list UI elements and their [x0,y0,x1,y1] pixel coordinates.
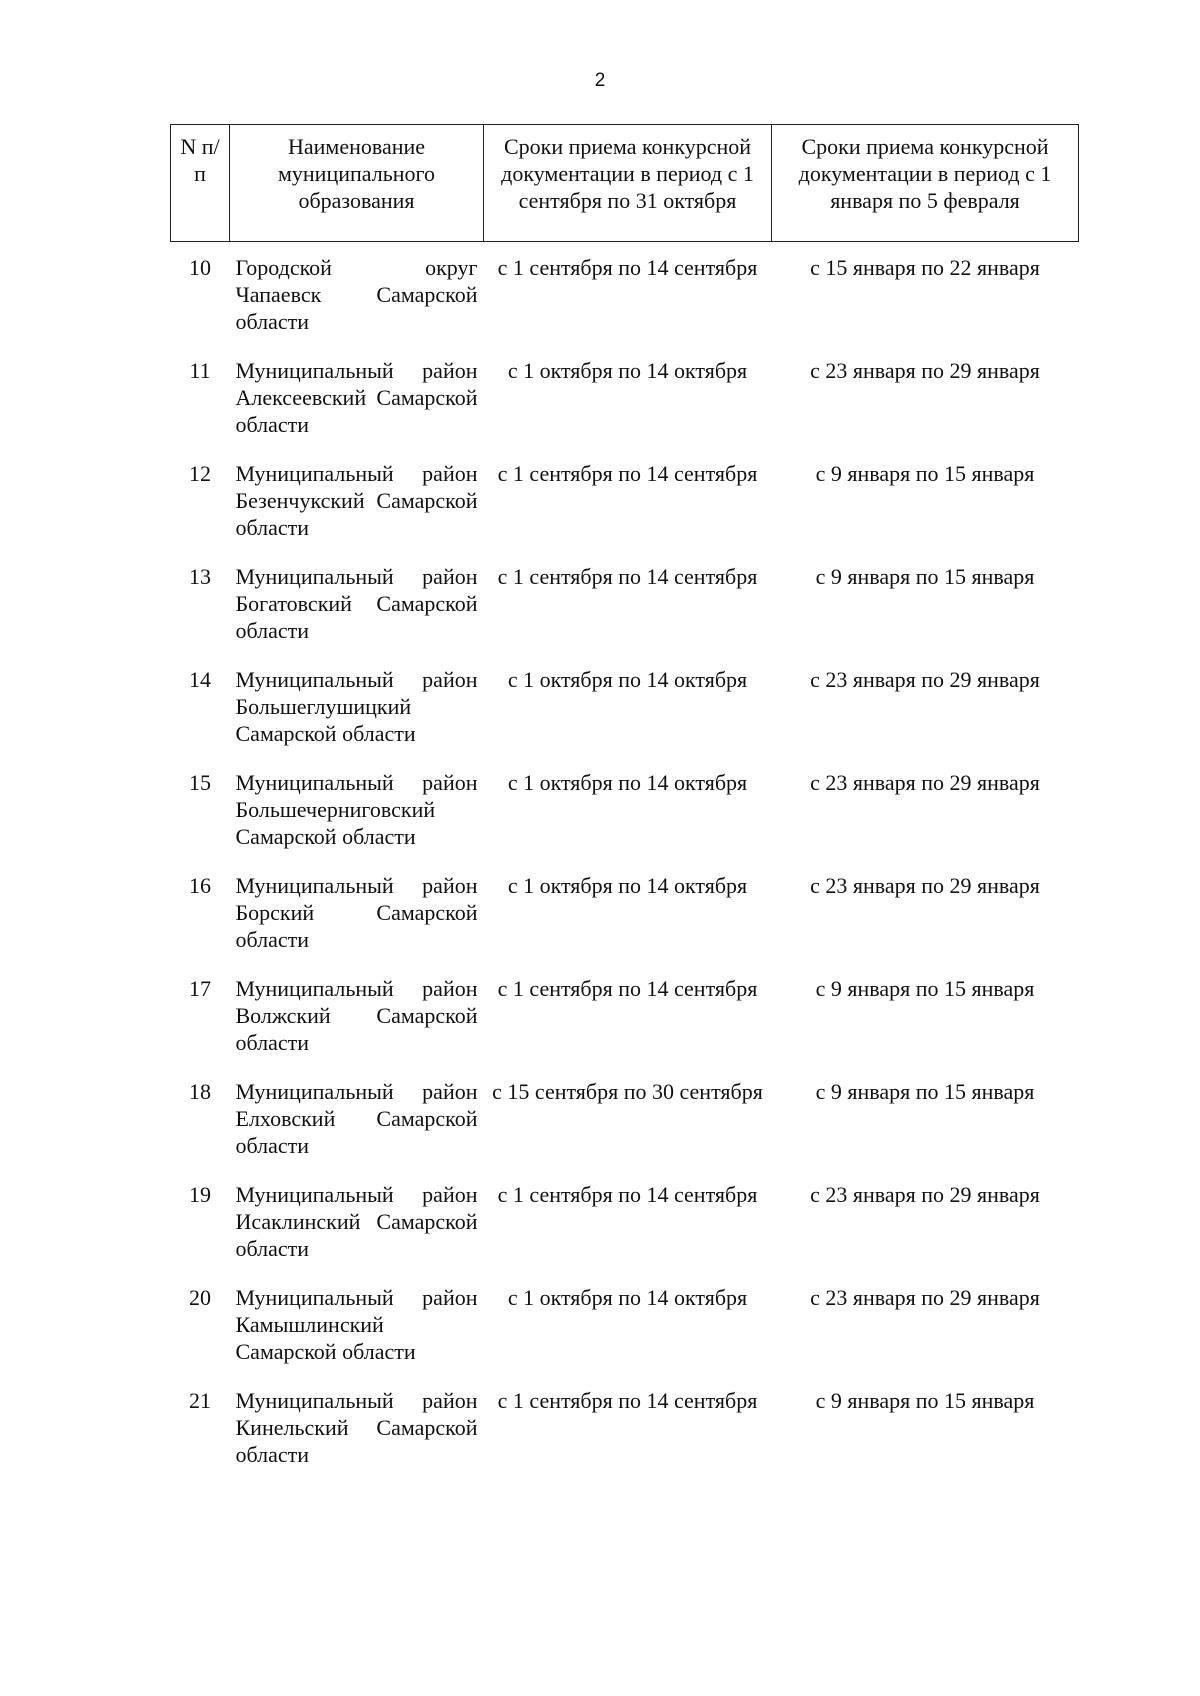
row-period2: с 9 января по 15 января [815,1078,1035,1104]
row-name: Муниципальный район Алексеевский Самарской области [235,357,478,437]
row-num: 14 [189,666,211,692]
row-period1: с 1 сентября по 14 сентября [497,1181,758,1207]
row-period2: с 9 января по 15 января [815,1387,1035,1413]
header-name: Наименование муниципального образования [230,125,484,242]
row-period1: с 1 октября по 14 октября [507,1284,748,1310]
row-period2: с 23 января по 29 января [810,1284,1040,1310]
row-num: 16 [189,872,211,898]
table-row [171,357,1079,460]
row-name: Муниципальный район Елховский Самарской области [235,1078,478,1158]
table-row [171,242,1079,357]
row-period2: с 9 января по 15 января [815,975,1035,1001]
row-period1: с 1 сентября по 14 сентября [497,460,758,486]
header-period2: Сроки приема конкурсной документации в период с 1 января по 5 февраля [772,125,1079,242]
header-num: N п/п [171,125,230,242]
table-row [171,1387,1079,1490]
row-name: Городской округ Чапаевск Самарской области [235,255,478,334]
table-row [171,460,1079,563]
table-row [171,666,1079,769]
row-period2: с 9 января по 15 января [815,460,1035,486]
row-name: Муниципальный район Большечерниговский Самарской области [235,769,478,849]
table-header-row [171,125,1079,242]
table-row [171,1181,1079,1284]
row-num: 11 [189,357,211,383]
row-num: 21 [189,1387,211,1413]
row-num: 12 [189,460,211,486]
row-num: 15 [189,769,211,795]
row-period1: с 1 октября по 14 октября [507,666,748,692]
row-period2: с 23 января по 29 января [810,1181,1040,1207]
row-name: Муниципальный район Большеглушицкий Самарской области [235,666,478,746]
row-num: 10 [189,255,211,280]
row-period1: с 1 октября по 14 октября [507,769,748,795]
row-period2: с 23 января по 29 января [810,357,1040,383]
row-period1: с 1 сентября по 14 сентября [497,255,758,280]
table-row [171,563,1079,666]
row-period2: с 15 января по 22 января [810,255,1040,280]
row-period2: с 23 января по 29 января [810,872,1040,898]
header-period1: Сроки приема конкурсной документации в период с 1 сентября по 31 октября [484,125,772,242]
row-period1: с 15 сентября по 30 сентября [492,1078,763,1104]
row-name: Муниципальный район Борский Самарской области [235,872,478,952]
row-period1: с 1 сентября по 14 сентября [497,1387,758,1413]
row-num: 20 [189,1284,211,1310]
row-num: 17 [189,975,211,1001]
row-name: Муниципальный район Волжский Самарской области [235,975,478,1055]
row-name: Муниципальный район Кинельский Самарской области [235,1387,478,1467]
row-period1: с 1 сентября по 14 сентября [497,975,758,1001]
row-num: 18 [189,1078,211,1104]
row-num: 13 [189,563,211,589]
row-period2: с 23 января по 29 января [810,666,1040,692]
table-row [171,1284,1079,1387]
row-name: Муниципальный район Богатовский Самарской области [235,563,478,643]
row-period2: с 9 января по 15 января [815,563,1035,589]
table-row [171,769,1079,872]
table-row [171,1078,1079,1181]
row-name: Муниципальный район Камышлинский Самарской области [235,1284,478,1364]
row-period1: с 1 октября по 14 октября [507,872,748,898]
page-number: 2 [594,70,606,91]
row-num: 19 [189,1181,211,1207]
deadlines-table [170,124,1079,1490]
table-row [171,975,1079,1078]
row-period2: с 23 января по 29 января [810,769,1040,795]
row-name: Муниципальный район Безенчукский Самарской области [235,460,478,540]
row-period1: с 1 октября по 14 октября [507,357,748,383]
table-row [171,872,1079,975]
row-period1: с 1 сентября по 14 сентября [497,563,758,589]
row-name: Муниципальный район Исаклинский Самарской области [235,1181,478,1261]
